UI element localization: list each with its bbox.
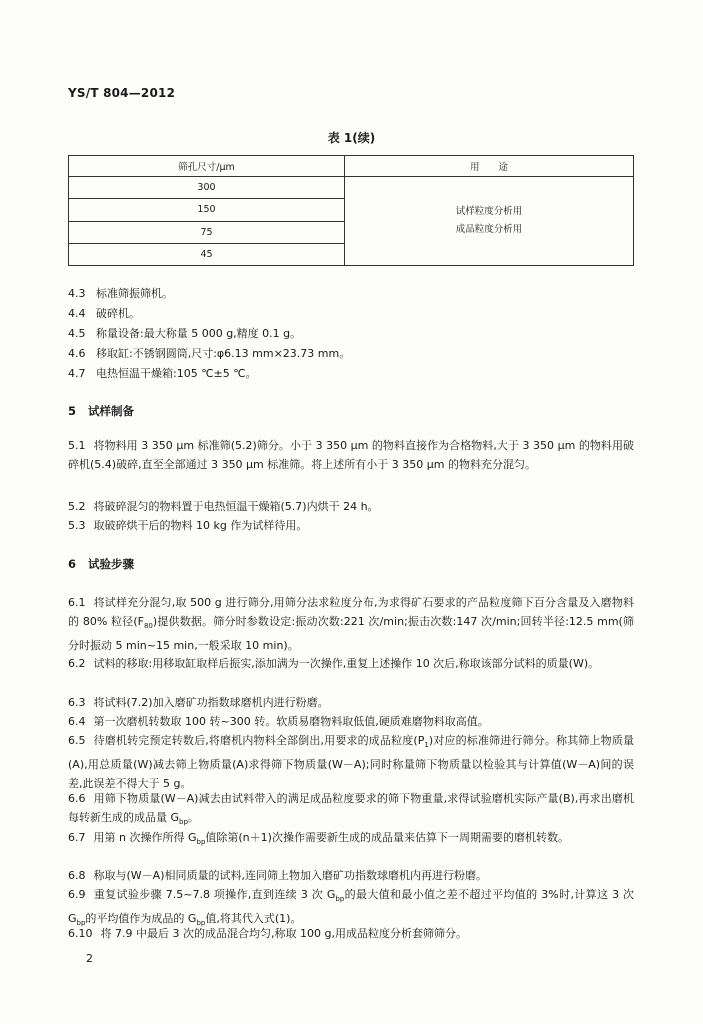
- item-number: 4.5: [68, 327, 86, 340]
- clause-text: 将破碎混匀的物料置于电热恒温干燥箱(5.7)内烘干 24 h。: [93, 500, 379, 513]
- sieve-size-cell: 45: [69, 243, 345, 265]
- clause-text: 试料的移取:用移取缸取样后振实,添加满为一次操作,重复上述操作 10 次后,称取该部分试料的质量(W)。: [93, 657, 600, 670]
- subscript: bp: [179, 818, 188, 827]
- paragraph: [68, 693, 634, 712]
- item-text: 称量设备:最大称量 5 000 g,精度 0.1 g。: [96, 327, 302, 340]
- table-caption: 表 1(续): [327, 131, 376, 145]
- item-text: 破碎机。: [96, 307, 140, 320]
- item-number: 4.7: [68, 367, 86, 380]
- section-heading: [68, 556, 134, 572]
- paragraph: [68, 828, 634, 852]
- clause-number: 6.8: [68, 869, 86, 882]
- paragraph: [68, 866, 634, 885]
- paragraph: [68, 516, 634, 535]
- sieve-size-cell: 150: [69, 199, 345, 221]
- clause-number: 6.6: [68, 792, 86, 805]
- item-number: 4.3: [68, 287, 86, 300]
- list-item: [68, 307, 140, 321]
- section-title: 试验步骤: [88, 557, 134, 571]
- paragraph: [68, 654, 634, 673]
- subscript: 80: [143, 622, 153, 631]
- sieve-size-cell: 300: [69, 177, 345, 199]
- use-line: 试样粒度分析用: [455, 206, 523, 218]
- paragraph: [68, 497, 634, 516]
- table-row: [69, 177, 634, 199]
- section-number: 5: [68, 404, 77, 418]
- col-header-sieve-size: 筛孔尺寸/μm: [69, 156, 345, 177]
- list-item: [68, 347, 350, 361]
- clause-number: 6.2: [68, 657, 86, 670]
- clause-text: 将试样充分混匀,取 500 g 进行筛分,用筛分法求粒度分布,为求得矿石要求的产品粒度筛下百分含量及入磨物料的 80% 粒径(F: [68, 596, 634, 628]
- clause-text: 取破碎烘干后的物料 10 kg 作为试样待用。: [93, 519, 308, 532]
- list-item: [68, 367, 257, 381]
- sieve-size-cell: 75: [69, 221, 345, 243]
- item-text: 移取缸:不锈钢圆筒,尺寸:φ6.13 mm×23.73 mm。: [96, 347, 351, 360]
- clause-number: 6.5: [68, 734, 86, 747]
- paragraph: [68, 789, 634, 832]
- paragraph: [68, 731, 634, 793]
- clause-number: 6.1: [68, 596, 86, 609]
- clause-text: 第一次磨机转数取 100 转~300 转。软质易磨物料取低值,硬质难磨物料取高值。: [93, 715, 489, 728]
- col-header-use: 用 途: [345, 156, 634, 177]
- clause-text: )提供数据。筛分时参数设定:振动次数:221 次/min;振击次数:147 次/min;回转半径:12.5 mm(筛分时振动 5 min~15 min,一般采取 10 min)。: [68, 615, 635, 653]
- section-title: 试样制备: [88, 404, 134, 418]
- clause-number: 5.2: [68, 500, 86, 513]
- standard-code-header: YS/T 804—2012: [68, 86, 176, 100]
- clause-text: 的平均值作为成品的 G: [85, 912, 197, 926]
- clause-text: 将 7.9 中最后 3 次的成品混合均匀,称取 100 g,用成品粒度分析套筛筛分。: [100, 927, 467, 940]
- clause-number: 5.3: [68, 519, 86, 532]
- clause-text: 称取与(W－A)相同质量的试料,连同筛上物加入磨矿功指数球磨机内再进行粉磨。: [93, 869, 487, 882]
- use-cell: [345, 177, 634, 266]
- clause-text: 将物料用 3 350 μm 标准筛(5.2)筛分。小于 3 350 μm 的物料直接作为合格物料,大于 3 350 μm 的物料用破碎机(5.4)破碎,直至全部通过 3 350 μm 标准筛。将上述所有小于 3 350 μm 的物料充分混匀。: [68, 439, 634, 471]
- list-item: [68, 287, 173, 301]
- paragraph: [68, 712, 634, 731]
- clause-text: 用筛下物质量(W－A)减去由试料带入的满足成品粒度要求的筛下物重量,求得试验磨机实际产量(B),再求出磨机每转新生成的成品量 G: [68, 792, 634, 824]
- clause-number: 6.3: [68, 696, 86, 709]
- subscript: bp: [76, 919, 86, 928]
- subscript: bp: [335, 895, 345, 904]
- clause-number: 6.10: [68, 927, 93, 940]
- item-number: 4.4: [68, 307, 86, 320]
- page-number: 2: [86, 952, 93, 965]
- clause-text: 。: [187, 811, 199, 824]
- section-number: 6: [68, 557, 77, 571]
- subscript: 1: [424, 741, 429, 750]
- clause-text: 重复试验步骤 7.5~7.8 项操作,直到连续 3 次 G: [93, 888, 336, 901]
- paragraph: [68, 436, 634, 474]
- clause-text: 用第 n 次操作所得 G: [93, 831, 197, 844]
- use-line: 成品粒度分析用: [455, 224, 523, 236]
- paragraph: [68, 924, 634, 943]
- clause-text: 值除第(n＋1)次操作需要新生成的成品量来估算下一周期需要的磨机转数。: [205, 831, 569, 844]
- clause-text: 的最大值和最小值之差不超过平均值的 3%时,计算这 3 次 G: [68, 888, 634, 926]
- item-number: 4.6: [68, 347, 86, 360]
- subscript: bp: [196, 838, 206, 847]
- clause-text: 将试料(7.2)加入磨矿功指数球磨机内进行粉磨。: [93, 696, 329, 709]
- clause-number: 5.1: [68, 439, 86, 452]
- item-text: 电热恒温干燥箱:105 ℃±5 ℃。: [96, 367, 257, 380]
- list-item: [68, 327, 301, 341]
- clause-number: 6.7: [68, 831, 86, 844]
- clause-text: 待磨机转完预定转数后,将磨机内物料全部倒出,用要求的成品粒度(P: [93, 734, 425, 747]
- subscript: bp: [196, 919, 206, 928]
- item-text: 标准筛振筛机。: [96, 287, 173, 300]
- sieve-table: [68, 155, 634, 266]
- clause-number: 6.9: [68, 888, 86, 901]
- table-header-row: [69, 156, 634, 177]
- section-heading: [68, 403, 134, 419]
- clause-text: 值,将其代入式(1)。: [205, 912, 302, 926]
- clause-text: )对应的标准筛进行筛分。称其筛上物质量(A),用总质量(W)减去筛上物质量(A)求得筛下物质量(W－A);同时称量筛下物质量以检验其与计算值(W－A)间的误差,此误差不得大于 5 g。: [68, 734, 634, 791]
- clause-number: 6.4: [68, 715, 86, 728]
- paragraph: [68, 593, 634, 655]
